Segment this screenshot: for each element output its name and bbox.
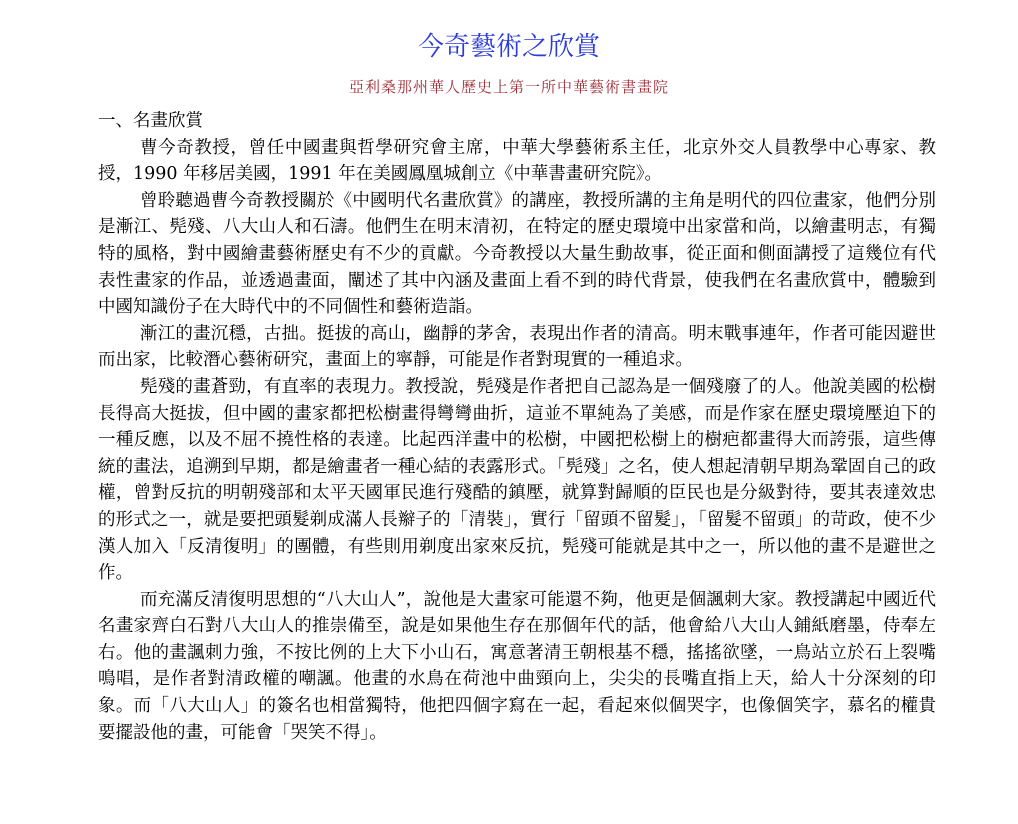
article-body bbox=[98, 108, 936, 746]
paragraph-kuncan: 髡殘的畫蒼勁，有直率的表現力。教授說，髡殘是作者把自己認為是一個殘廢了的人。他說美國的松樹長得高大挺拔，但中國的畫家都把松樹畫得彎彎曲折，這並不單純為了美感，而是作家在歷史環境壓迫下的一種反應，以及不屈不撓性格的表達。比起西洋畫中的松樹，中國把松樹上的樹疤都畫得大而誇張，這些傳統的畫法，追溯到早期，都是繪畫者一種心結的表露形式。「髡殘」之名，使人想起清朝早期為鞏固自己的政權，曾對反抗的明朝殘部和太平天國軍民進行殘酷的鎮壓，就算對歸順的臣民也是分級對待，要其表達效忠的形式之一，就是要把頭髮剃成滿人長辮子的「清裝」，實行「留頭不留髮」，「留髮不留頭」的苛政，使不少漢人加入「反清復明」的團體，有些則用剃度出家來反抗，髡殘可能就是其中之一，所以他的畫不是避世之作。 bbox=[98, 376, 936, 584]
page-title: 今奇藝術之欣賞 bbox=[417, 32, 600, 62]
paragraph-intro: 曹今奇教授，曾任中國畫與哲學研究會主席，中華大學藝術系主任，北京外交人員教學中心專家、教授，1990 年移居美國，1991 年在美國鳳凰城創立《中華書畫研究院》。 bbox=[98, 137, 936, 185]
page-subtitle: 亞利桑那州華人歷史上第一所中華藝術書畫院 bbox=[348, 78, 669, 96]
paragraph-bada-shanren: 而充滿反清復明思想的“八大山人”，說他是大畫家可能還不夠，他更是個諷刺大家。教授講起中國近代名畫家齊白石對八大山人的推崇備至，說是如果他生存在那個年代的話，他會給八大山人鋪紙磨墨，侍奉左右。他的畫諷刺力強，不按比例的上大下小山石，寓意著清王朝根基不穩，搖搖欲墜，一鳥站立於石上裂嘴鳴唱，是作者對清政權的嘲諷。他畫的水鳥在荷池中曲頸向上，尖尖的長嘴直指上天，給人十分深刻的印象。而「八大山人」的簽名也相當獨特，他把四個字寫在一起，看起來似個哭字，也像個笑字，慕名的權貴要擺設他的畫，可能會「哭笑不得」。 bbox=[98, 589, 936, 743]
section-heading: 一、名畫欣賞 bbox=[98, 111, 203, 131]
paragraph-jianjiang: 漸江的畫沉穩，古拙。挺拔的高山，幽靜的茅舍，表現出作者的清高。明末戰事連年，作者可能因避世而出家，比較潛心藝術研究，畫面上的寧靜，可能是作者對現實的一種追求。 bbox=[98, 323, 936, 371]
paragraph-lecture: 曾聆聽過曹今奇教授關於《中國明代名畫欣賞》的講座，教授所講的主角是明代的四位畫家，他們分別是漸江、髡殘、八大山人和石濤。他們生在明末清初，在特定的歷史環境中出家當和尚，以繪畫明志，有獨特的風格，對中國繪畫藝術歷史有不少的貢獻。今奇教授以大量生動故事，從正面和側面講授了這幾位有代表性畫家的作品，並透過畫面，闡述了其中內涵及畫面上看不到的時代背景，使我們在名畫欣賞中，體驗到中國知識份子在大時代中的不同個性和藝術造詣。 bbox=[98, 190, 936, 318]
